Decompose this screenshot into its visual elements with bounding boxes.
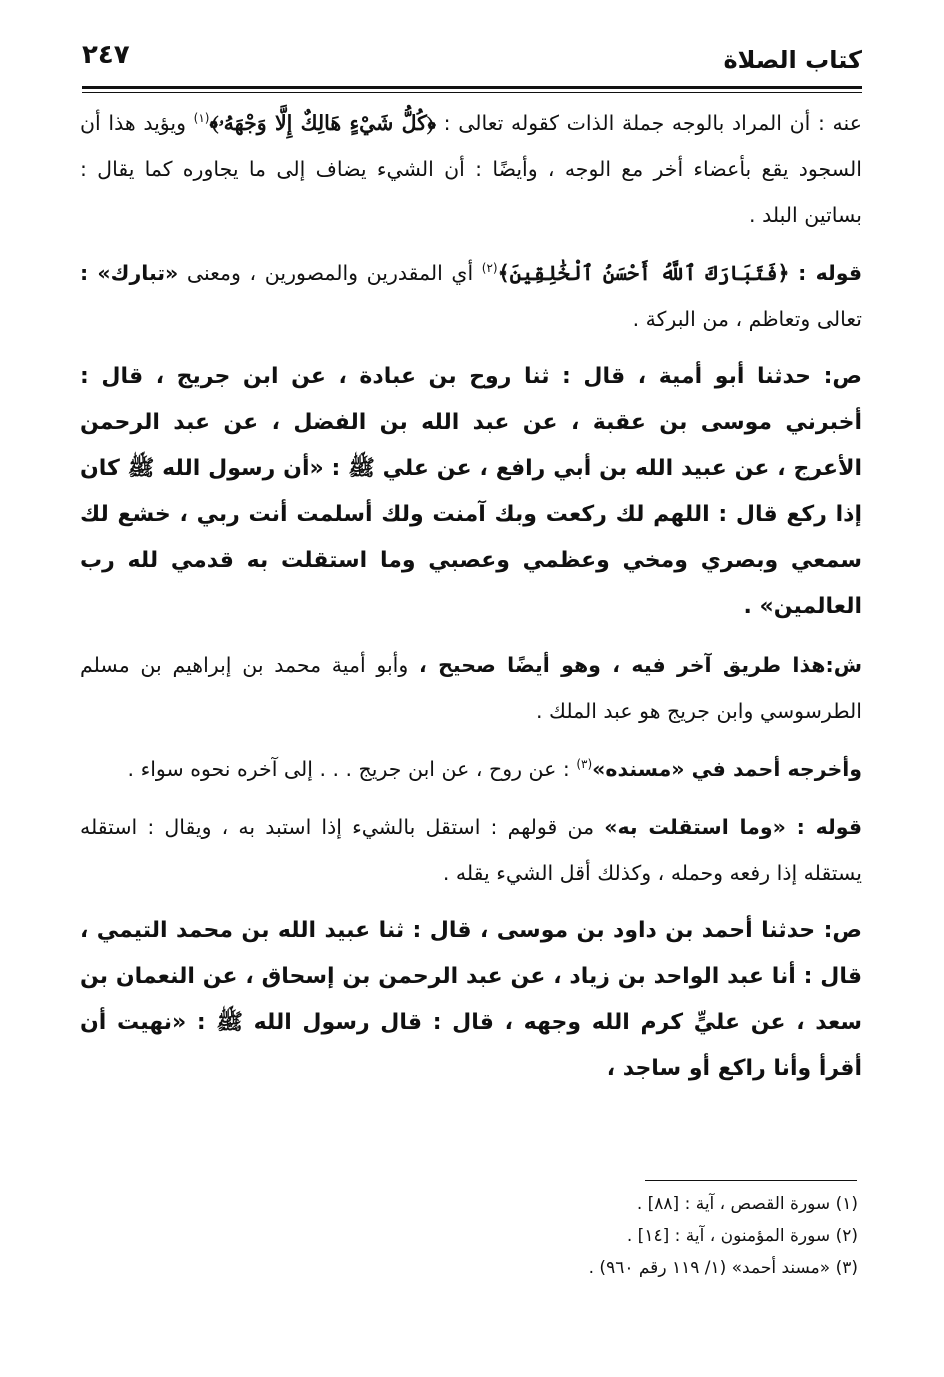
header-rule-thin (82, 92, 862, 93)
paragraph-3: ص: حدثنا أبو أمية ، قال : ثنا روح بن عبادة ، عن ابن جريج ، قال : أخبرني موسى بن عقبة ، عن عبد الله بن الفضل ، عن عبد الرحمن الأعرج ، عن عبيد الله بن أبي رافع ، عن علي ﷺ : «أن رسول الله ﷺ كان إذا ركع قال : اللهم لك ركعت وبك آمنت ولك أسلمت أنت ربي ، خشع لك سمعي وبصري ومخي وعظمي وعصبي وما استقلت به قدمي لله رب العالمين» . (80, 364, 862, 619)
paragraph-7: ص: حدثنا أحمد بن داود بن موسى ، قال : ثنا عبيد الله بن محمد التيمي ، قال : أنا عبد الواحد بن زياد ، عن عبد الرحمن بن إسحاق ، عن النعمان بن سعد ، عن عليٍّ كرم الله وجهه ، قال : قال رسول الله ﷺ : «نهيت أن أقرأ وأنا راكع أو ساجد ، (80, 918, 862, 1081)
quran-verse: ﴿فَتَبَارَكَ ٱللَّهُ أَحْسَنُ ٱلْخَٰلِقِينَ﴾ (497, 261, 790, 285)
footnote-ref-1: (١) (193, 111, 210, 126)
footnote: (١) سورة القصص ، آية : [٨٨] . (636, 1194, 858, 1214)
footnote-ref-2: (٢) (481, 261, 498, 276)
footnote: (٢) سورة المؤمنون ، آية : [١٤] . (626, 1226, 858, 1246)
paragraph-1: عنه : أن المراد بالوجه جملة الذات كقوله تعالى : ﴿كُلُّ شَيْءٍ هَالِكٌ إِلَّا وَجْهَهُۥ﴾$^{(١)}$ ويؤيد هذا أن السجود يقع بأعضاء أخر مع الوجه ، وأيضًا : أن الشيء يضاف إلى ما يجاوره كما يقال : بساتين البلد . (80, 111, 862, 227)
footnote-rule (645, 1180, 857, 1181)
running-title: كتاب الصلاة (723, 46, 862, 74)
main-text (80, 100, 862, 1104)
footnotes (200, 1188, 858, 1284)
footnote: (٣) «مسند أحمد» (١/ ١١٩ رقم ٩٦٠) . (588, 1258, 858, 1278)
page-header (82, 36, 862, 80)
paragraph-2: قوله : ﴿فَتَبَارَكَ ٱللَّهُ أَحْسَنُ ٱلْخَٰلِقِينَ﴾$^{(٢)}$ أي المقدرين والمصورين ، ومعنى «تبارك» : تعالى وتعاظم ، من البركة . (80, 261, 862, 331)
page-number: ٢٤٧ (82, 40, 130, 70)
header-rule-thick (82, 86, 862, 89)
paragraph-4: ش:هذا طريق آخر فيه ، وهو أيضًا صحيح ، وأبو أمية محمد بن إبراهيم بن مسلم الطرسوسي وابن جريج هو عبد الملك . (80, 653, 862, 723)
footnote-ref-3: (٣) (576, 757, 593, 772)
paragraph-5: وأخرجه أحمد في «مسنده»$^{(٣)}$ : عن روح ، عن ابن جريج . . . إلى آخره نحوه سواء . (127, 757, 862, 781)
paragraph-6: قوله : «وما استقلت به» من قولهم : استقل بالشيء إذا استبد به ، ويقال : استقله يستقله إذا رفعه وحمله ، وكذلك أقل الشيء يقله . (80, 815, 862, 885)
quran-verse: ﴿كُلُّ شَيْءٍ هَالِكٌ إِلَّا وَجْهَهُۥ﴾ (209, 111, 436, 135)
